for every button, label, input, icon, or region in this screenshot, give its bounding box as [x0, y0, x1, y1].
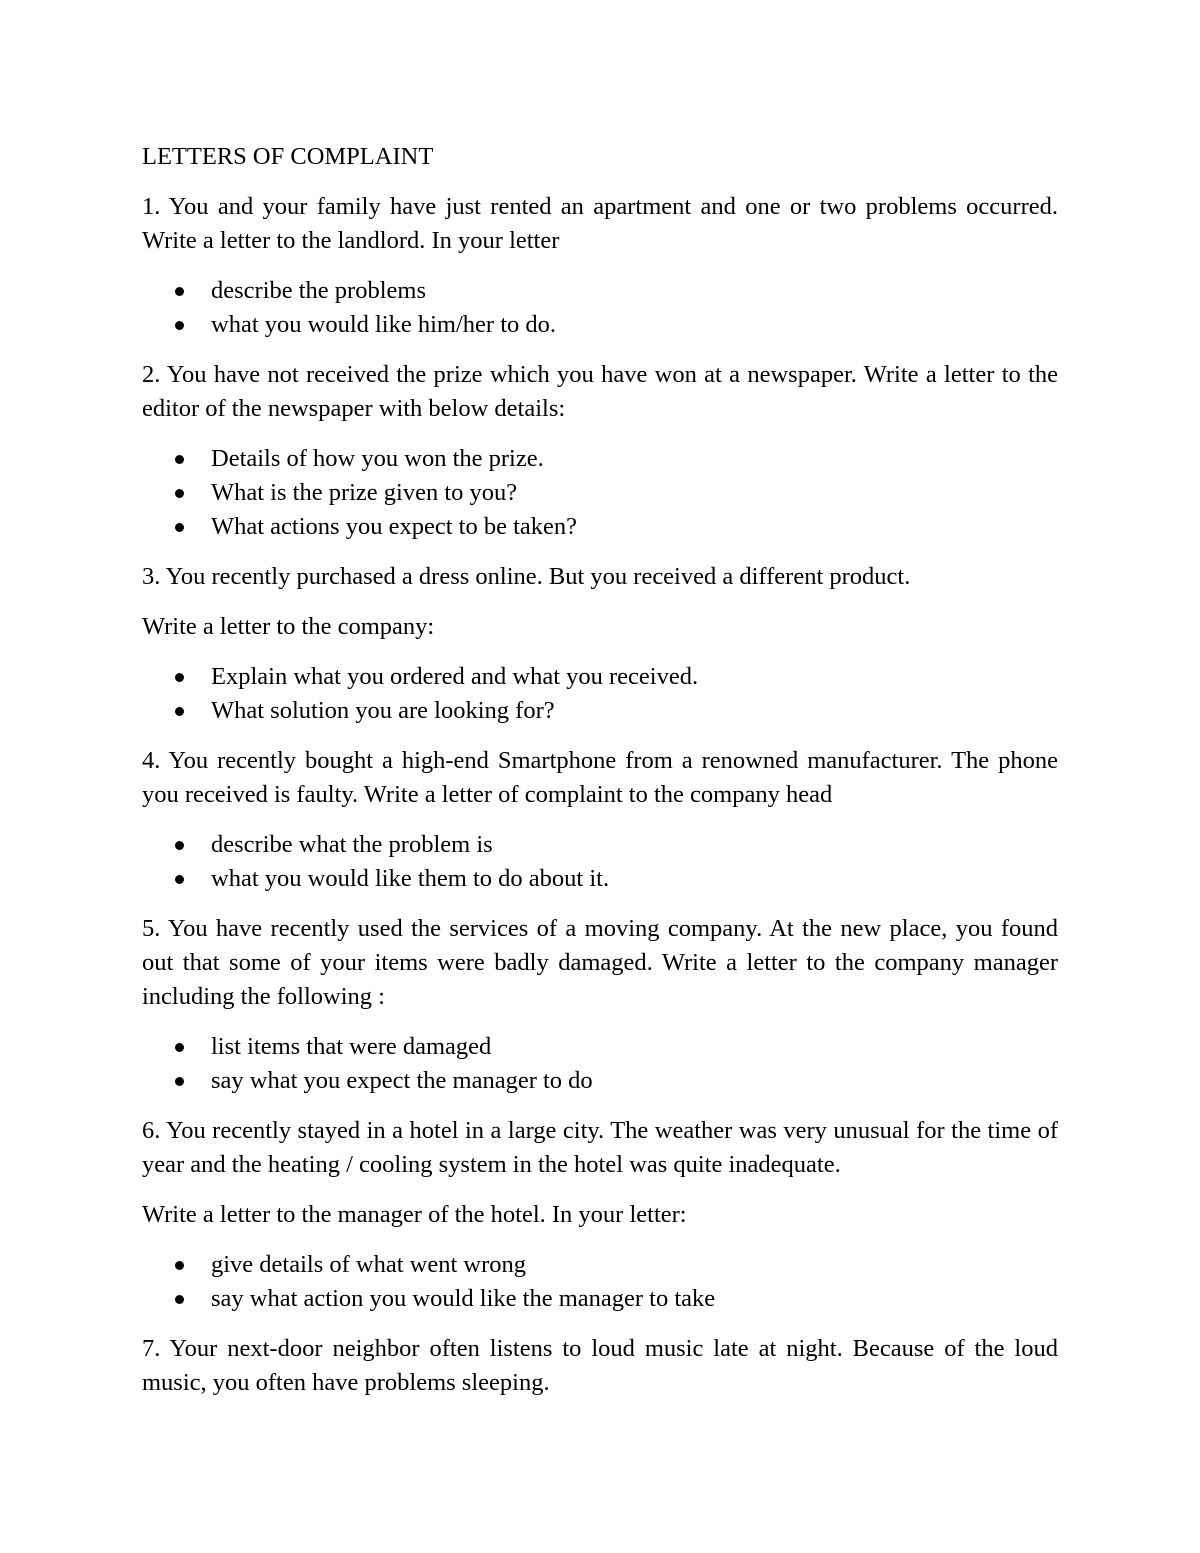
bullet-item: Explain what you ordered and what you received.	[142, 660, 1058, 694]
bullet-item: describe the problems	[142, 274, 1058, 308]
bullet-item: What solution you are looking for?	[142, 694, 1058, 728]
task-4-prompt: 4. You recently bought a high-end Smartphone from a renowned manufacturer. The phone you received is faulty. Write a letter of complaint to the company head	[142, 747, 1058, 808]
task-2-prompt: 2. You have not received the prize which you have won at a newspaper. Write a letter to the editor of the newspaper with below details:	[142, 361, 1058, 422]
bullet-item: say what action you would like the manager to take	[142, 1282, 1058, 1316]
bullet-item: What actions you expect to be taken?	[142, 510, 1058, 544]
bullet-item: what you would like him/her to do.	[142, 308, 1058, 342]
bullet-item: give details of what went wrong	[142, 1248, 1058, 1282]
bullet-item: Details of how you won the prize.	[142, 442, 1058, 476]
task-7-prompt: 7. Your next-door neighbor often listens to loud music late at night. Because of the loud music, you often have problems sleeping.	[142, 1335, 1058, 1396]
task-1-bullets	[142, 274, 1058, 342]
task-6-bullets	[142, 1248, 1058, 1316]
task-5-prompt: 5. You have recently used the services of a moving company. At the new place, you found out that some of your items were badly damaged. Write a letter to the company manager including the following :	[142, 915, 1058, 1010]
task-4-bullets	[142, 828, 1058, 896]
task-6-instruction: Write a letter to the manager of the hotel. In your letter:	[142, 1201, 687, 1228]
task-3-instruction: Write a letter to the company:	[142, 613, 435, 640]
bullet-item: describe what the problem is	[142, 828, 1058, 862]
bullet-item: what you would like them to do about it.	[142, 862, 1058, 896]
task-5-bullets	[142, 1030, 1058, 1098]
task-3-prompt: 3. You recently purchased a dress online. But you received a different product.	[142, 563, 911, 590]
page-title: LETTERS OF COMPLAINT	[142, 143, 434, 170]
task-1-prompt: 1. You and your family have just rented an apartment and one or two problems occurred. Write a letter to the landlord. In your letter	[142, 193, 1058, 254]
task-2-bullets	[142, 442, 1058, 544]
document-page	[142, 140, 1058, 1416]
bullet-item: What is the prize given to you?	[142, 476, 1058, 510]
task-6-prompt: 6. You recently stayed in a hotel in a large city. The weather was very unusual for the time of year and the heating / cooling system in the hotel was quite inadequate.	[142, 1117, 1058, 1178]
bullet-item: list items that were damaged	[142, 1030, 1058, 1064]
task-3-bullets	[142, 660, 1058, 728]
bullet-item: say what you expect the manager to do	[142, 1064, 1058, 1098]
